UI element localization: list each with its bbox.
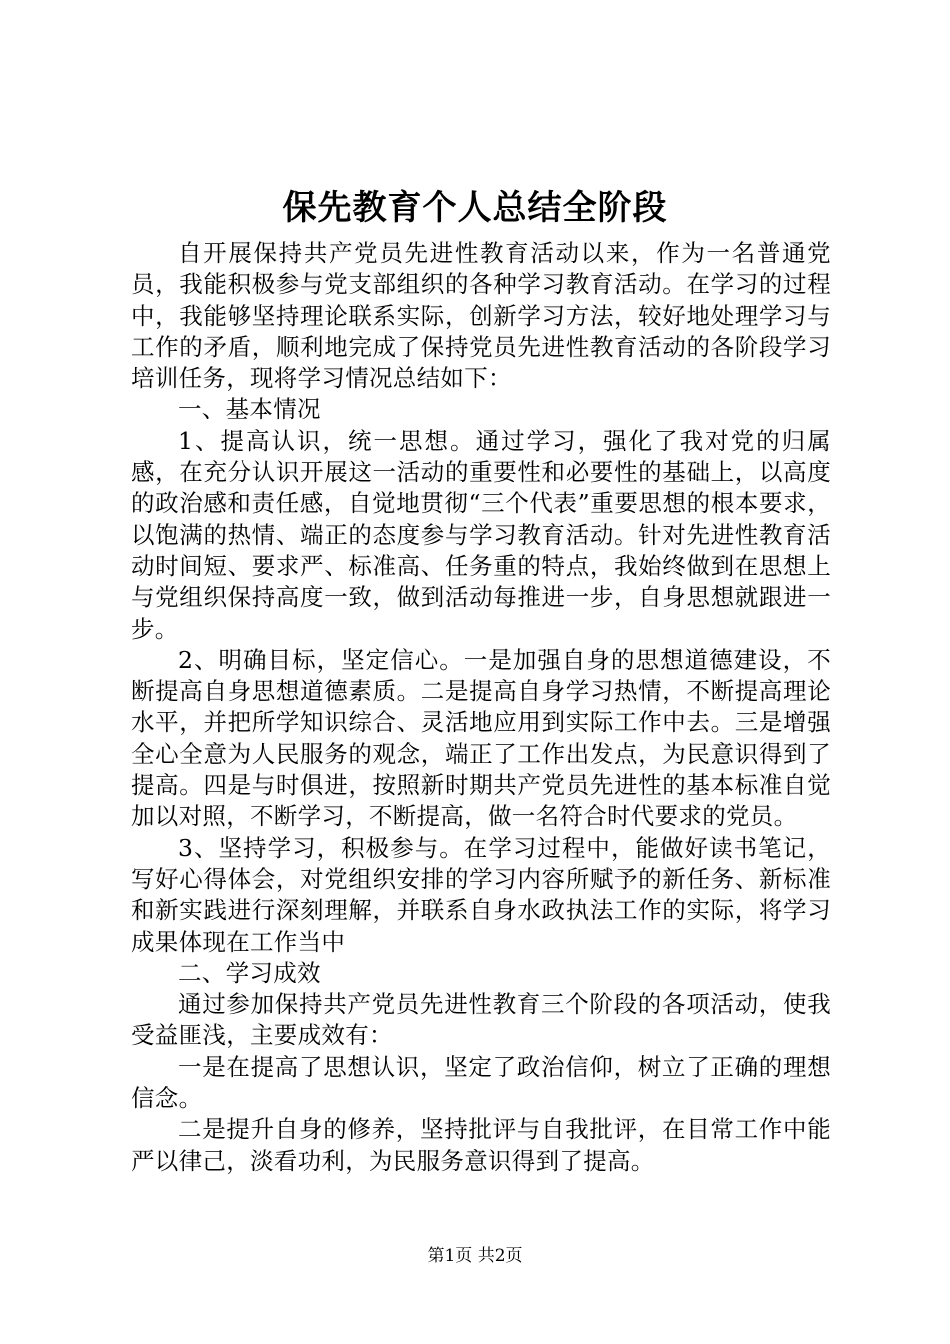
- paragraph-item-3: 3、坚持学习，积极参与。在学习过程中，能做好读书笔记，写好心得体会，对党组织安排的学习内容所赋予的新任务、新标准和新实践进行深刻理解，并联系自身水政执法工作的实际，将学习成果体现在工作当中: [131, 833, 831, 956]
- document-title: 保先教育个人总结全阶段: [282, 188, 668, 228]
- section-heading-basic-situation: 一、基本情况: [178, 395, 321, 424]
- page-number-footer: 第1页 共2页: [427, 1246, 523, 1266]
- paragraph-intro: 自开展保持共产党员先进性教育活动以来，作为一名普通党员，我能积极参与党支部组织的各种学习教育活动。在学习的过程中，我能够坚持理论联系实际，创新学习方法，较好地处理学习与工作的矛盾，顺利地完成了保持党员先进性教育活动的各阶段学习培训任务，现将学习情况总结如下：: [131, 239, 831, 393]
- paragraph-item-1: 1、提高认识，统一思想。通过学习，强化了我对党的归属感，在充分认识开展这一活动的重要性和必要性的基础上，以高度的政治感和责任感，自觉地贯彻“三个代表”重要思想的根本要求，以饱满的热情、端正的态度参与学习教育活动。针对先进性教育活动时间短、要求严、标准高、任务重的特点，我始终做到在思想上与党组织保持高度一致，做到活动每推进一步，自身思想就跟进一步。: [131, 426, 831, 643]
- paragraph-results-intro: 通过参加保持共产党员先进性教育三个阶段的各项活动，使我受益匪浅，主要成效有：: [131, 990, 831, 1050]
- document-body: [131, 238, 831, 1177]
- paragraph-item-2: 2、明确目标，坚定信心。一是加强自身的思想道德建设，不断提高自身思想道德素质。二是提高自身学习热情，不断提高理论水平，并把所学知识综合、灵活地应用到实际工作中去。三是增强全心全意为人民服务的观念，端正了工作出发点，为民意识得到了提高。四是与时俱进，按照新时期共产党员先进性的基本标准自觉加以对照，不断学习，不断提高，做一名符合时代要求的党员。: [131, 645, 831, 831]
- section-heading-learning-results: 二、学习成效: [178, 958, 321, 987]
- paragraph-result-2: 二是提升自身的修养，坚持批评与自我批评，在目常工作中能严以律己，淡看功利，为民服务意识得到了提高。: [131, 1115, 831, 1175]
- paragraph-result-1: 一是在提高了思想认识，坚定了政治信仰，树立了正确的理想信念。: [131, 1052, 831, 1113]
